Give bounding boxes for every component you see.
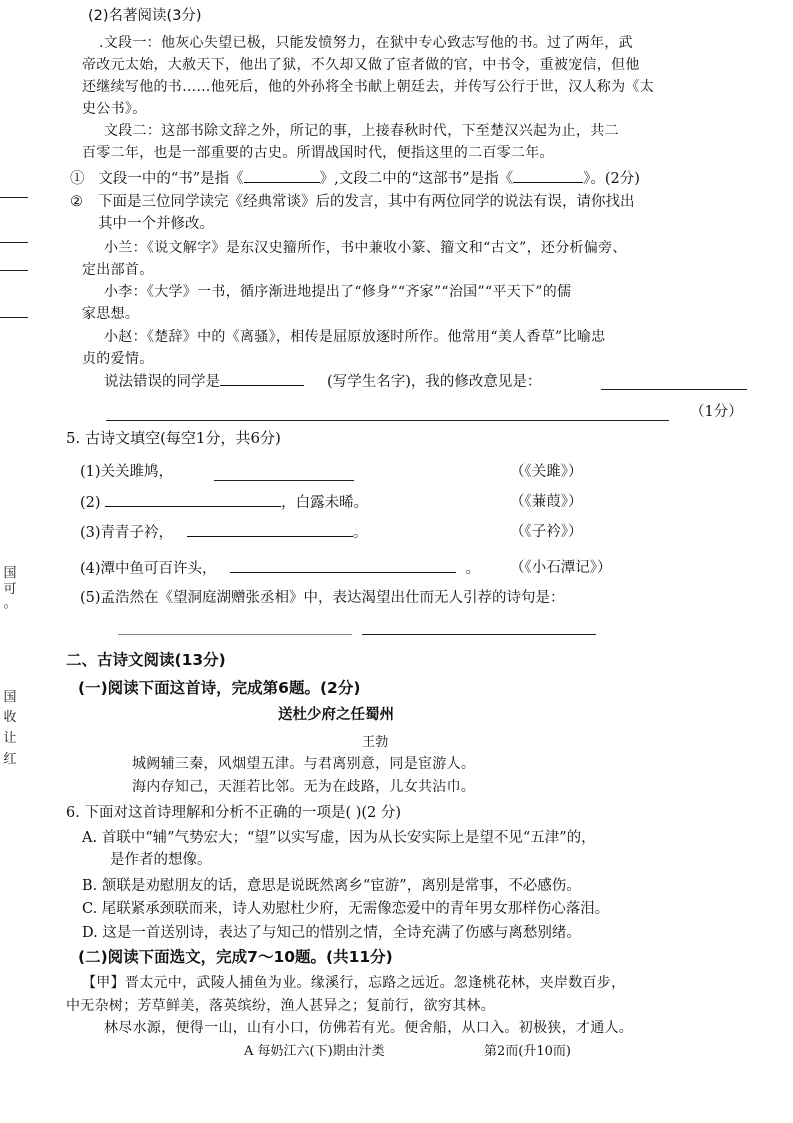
answer-blank[interactable] [187, 522, 353, 537]
option-a: A. 首联中“辅”气势宏大；“望”以实写虚，因为从长安实际上是望不见“五津”的， [82, 830, 596, 846]
poem-fill-2-text: ，白露未晞。 [281, 495, 369, 511]
question-2-marker: ② [70, 194, 83, 210]
option-d: D. 这是一首送别诗，表达了与知己的惜别之情，全诗充满了伤感与离愁别绪。 [82, 925, 581, 941]
student-zhao-line: 小赵：《楚辞》中的《离骚》，相传是屈原放逐时所作。他常用“美人香草”比喻忠 [104, 329, 606, 345]
question-1-text-c: 》。(2分) [583, 171, 640, 187]
poem-fill-4 [80, 558, 480, 579]
answer-score: （1分） [690, 404, 743, 420]
passage-2-line: 文段二：这部书除文辞之外，所记的事，上接春秋时代，下至楚汉兴起为止，共二 [104, 123, 619, 139]
student-lan-line: 定出部首。 [82, 262, 154, 278]
poem-line: 城阙辅三秦，风烟望五津。与君离别意，同是宦游人。 [132, 756, 476, 772]
question-5-title: 5. 古诗文填空(每空1分，共6分) [66, 429, 281, 447]
passage-jia-line: 【甲】晋太元中，武陵人捕鱼为业。缘溪行，忘路之远近。忽逢桃花林，夹岸数百步， [82, 975, 626, 991]
passage-2-line: 百零二年，也是一部重要的古史。所谓战国时代，便指这里的二百零二年。 [82, 145, 554, 161]
question-6: 6. 下面对这首诗理解和分析不正确的一项是( )(2 分) [66, 805, 402, 821]
question-1-marker: ① [70, 171, 85, 187]
answer-blank[interactable] [214, 480, 354, 481]
answer-blank[interactable] [106, 420, 669, 421]
passage-jia-line: 林尽水源，便得一山，山有小口，仿佛若有光。便舍船，从口入。初极狭，才通人。 [104, 1020, 634, 1036]
answer-blank[interactable] [230, 558, 456, 573]
student-li-line: 家思想。 [82, 306, 140, 322]
passage-1-line: 还继续写他的书……他死后，他的外孙将全书献上朝廷去，并传写公行于世，汉人称为《太 [82, 79, 654, 95]
footer-page: 第2而(升10而) [484, 1044, 571, 1059]
poem-fill-3-text: (3)青青子衿， [80, 525, 174, 541]
question-1 [70, 168, 640, 189]
passage-jia-line: 中无杂树；芳草鲜美，落英缤纷，渔人甚异之；复前行，欲穷其林。 [66, 998, 495, 1014]
margin-char: 。 [3, 596, 17, 611]
margin-char: 收 [3, 710, 17, 725]
question-2-line: 其中一个并修改。 [98, 216, 214, 232]
poem-author: 王勃 [362, 735, 389, 750]
student-zhao-line: 贞的爱情。 [82, 351, 154, 367]
poem-line: 海内存知己，天涯若比邻。无为在歧路，儿女共沾巾。 [132, 779, 476, 795]
subsection-2-title: (二)阅读下面选文，完成7～10题。(共11分) [78, 948, 393, 966]
section-2-title: 二、古诗文阅读(13分) [66, 651, 226, 669]
poem-title: 送杜少府之任蜀州 [278, 707, 394, 723]
margin-char: 可 [3, 582, 17, 597]
answer-line [104, 371, 541, 392]
poem-fill-3-source: （《子衿》） [510, 524, 583, 540]
question-2-line: 下面是三位同学读完《经典常谈》后的发言，其中有两位同学的说法有误，请你找出 [98, 194, 635, 210]
passage-1-line: 帝改元太始，大赦天下，他出了狱，不久却又做了宦者做的官，中书令，重被宠信，但他 [82, 57, 640, 73]
margin-rule [0, 317, 28, 318]
answer-label-b: (写学生名字)，我的修改意见是： [327, 374, 542, 390]
margin-rule [0, 270, 28, 271]
answer-blank[interactable] [118, 634, 352, 635]
passage-1-line: .文段一：他灰心失望已极，只能发愤努力，在狱中专心致志写他的书。过了两年，武 [99, 35, 633, 51]
poem-fill-3 [80, 522, 367, 543]
section-title-classics: (2)名著阅读(3分) [88, 8, 202, 24]
margin-char: 国 [3, 690, 17, 705]
subsection-1-title: (一)阅读下面这首诗，完成第6题。(2分) [78, 679, 361, 697]
margin-char: 让 [3, 731, 17, 746]
poem-fill-2-label: (2) [80, 495, 101, 511]
option-c: C. 尾联紧承颈联而来，诗人劝慰杜少府，无需像恋爱中的青年男女那样伤心落泪。 [82, 901, 610, 917]
poem-fill-4-text: (4)潭中鱼可百许头， [80, 561, 217, 577]
student-lan-line: 小兰：《说文解字》是东汉史籀所作，书中兼收小篆、籀文和“古文”，还分析偏旁、 [104, 240, 627, 256]
poem-fill-2 [80, 492, 368, 513]
margin-char: 国 [3, 566, 17, 581]
margin-char: 红 [3, 752, 17, 767]
poem-fill-1: (1)关关雎鸠， [80, 464, 174, 480]
poem-fill-3-end: 。 [352, 525, 368, 541]
answer-blank[interactable] [362, 634, 596, 635]
student-li-line: 小李：《大学》一书，循序渐进地提出了“修身”“齐家”“治国”“平天下”的儒 [104, 284, 572, 300]
poem-fill-4-end: 。 [465, 561, 481, 577]
poem-fill-1-source: （《关雎》） [510, 464, 583, 480]
poem-fill-5: (5)孟浩然在《望洞庭湖赠张丞相》中，表达渴望出仕而无人引荐的诗句是： [80, 590, 565, 606]
margin-rule [0, 242, 28, 243]
passage-1-line: 史公书》。 [82, 101, 147, 117]
option-b: B. 颔联是劝慰朋友的话，意思是说既然离乡“宦游”，离别是常事，不必感伤。 [82, 878, 581, 894]
answer-label-a: 说法错误的同学是 [104, 374, 220, 390]
answer-blank[interactable] [105, 492, 281, 507]
footer-left: A 每奶江六(下)期由汁类 [244, 1044, 385, 1059]
answer-blank[interactable] [220, 371, 304, 386]
poem-fill-4-source: （《小石潭记》） [510, 560, 612, 576]
question-1-text-a: 文段一中的“书”是指《 [98, 171, 244, 187]
option-a: 是作者的想像。 [110, 852, 212, 868]
margin-rule [0, 197, 28, 198]
poem-fill-2-source: （《蒹葭》） [510, 494, 583, 510]
answer-blank[interactable] [244, 168, 320, 183]
answer-blank[interactable] [513, 168, 583, 183]
answer-blank[interactable] [601, 389, 747, 390]
question-1-text-b: 》,文段二中的“这部书”是指《 [319, 171, 514, 187]
